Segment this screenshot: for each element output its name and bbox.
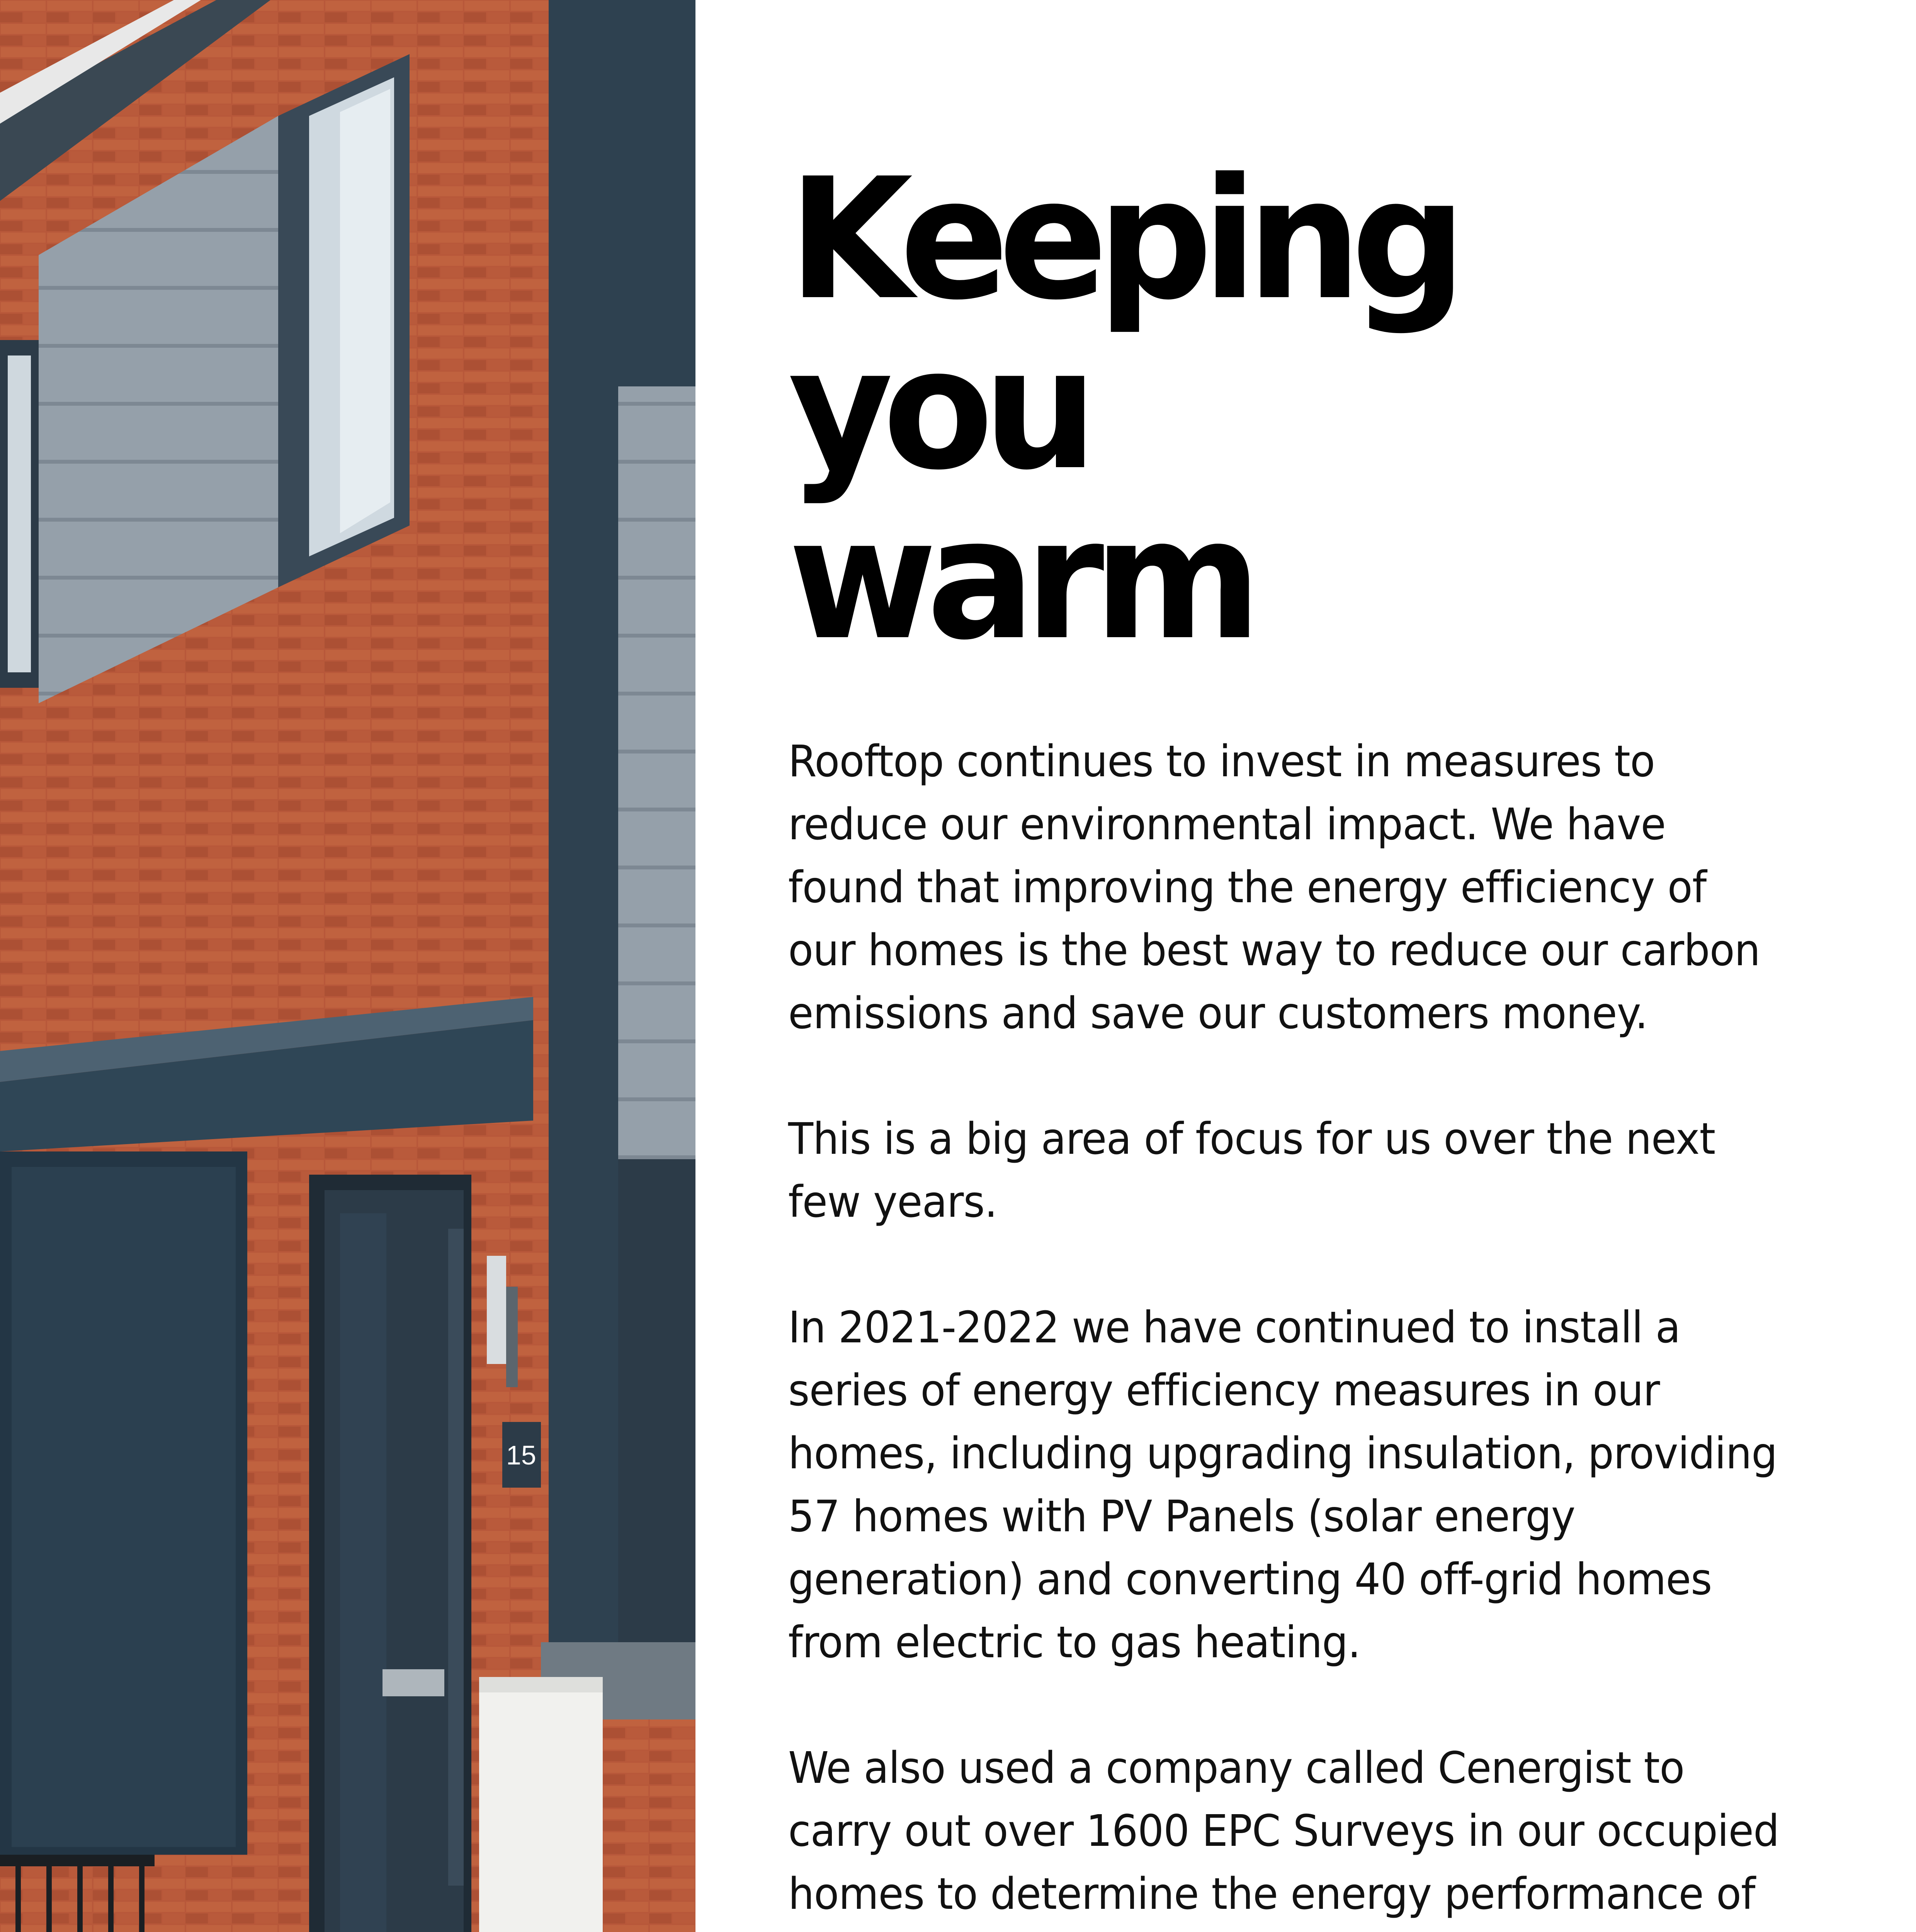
house-number-plate: 15 bbox=[506, 1440, 536, 1470]
page-title bbox=[788, 142, 1795, 677]
paragraph-measures: In 2021-2022 we have continued to install a series of energy efficiency measures in our homes, including upgrading insulation, providing 57 homes with PV Panels (solar energy generation) and converting 40 off-grid homes from electric to gas heating. bbox=[788, 1303, 1777, 1668]
paragraph-epc-surveys: We also used a company called Cenergist to carry out over 1600 EPC Surveys in our occupied homes to determine the energy performance of bbox=[788, 1743, 1779, 1919]
article-body bbox=[788, 730, 1831, 1932]
article bbox=[788, 142, 1831, 1932]
page-title-line-2: warm bbox=[788, 482, 1251, 677]
paragraph-intro: Rooftop continues to invest in measures to reduce our environmental impact. We have found that improving the energy efficiency of our homes is the best way to reduce our carbon emissions and save our customers money. bbox=[788, 736, 1760, 1039]
house-photo bbox=[0, 0, 695, 1932]
page-title-line-1: Keeping you bbox=[788, 142, 1456, 507]
paragraph-focus: This is a big area of focus for us over the next few years. bbox=[788, 1114, 1715, 1227]
house-photo-illustration bbox=[0, 0, 695, 1932]
